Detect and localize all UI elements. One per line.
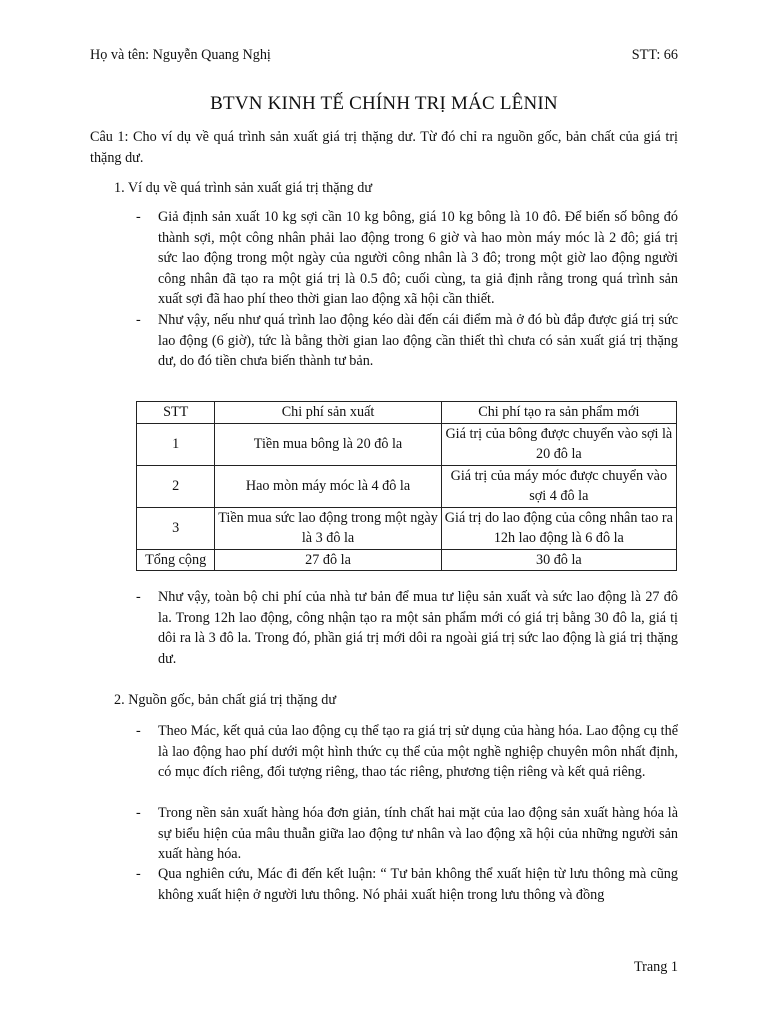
bullet-dash: - [136,589,141,605]
bullet-item [136,587,678,669]
bullet-item [136,864,678,905]
table-header-cell: STT [137,402,215,424]
table-row [137,507,677,549]
table-header-cell: Chi phí sản xuất [215,402,441,424]
table-cell: 1 [137,423,215,465]
table-cell: Tiền mua sức lao động trong một ngày là 3 đô la [215,507,441,549]
section-2-heading: 2. Nguồn gốc, bản chất giá trị thặng dư [114,692,337,708]
bullet-dash: - [136,866,141,882]
table-cell: Giá trị của bông được chuyển vào sợi là 20 đô la [441,423,676,465]
bullet-text: Qua nghiên cứu, Mác đi đến kết luận: “ Tư bản không thể xuất hiện từ lưu thông mà cũng không xuất hiện ở người lưu thông. Nó phải xuất hiện trong lưu thông và đồng [158,866,678,903]
table-cell: 30 đô la [441,549,676,571]
table-cell: Tổng cộng [137,549,215,571]
table-cell: Giá trị của máy móc được chuyển vào sợi 4 đô la [441,465,676,507]
student-number: STT: 66 [631,47,678,63]
cost-table [136,401,677,571]
table-header-cell: Chi phí tạo ra sản phẩm mới [441,402,676,424]
bullet-dash: - [136,805,141,821]
student-name: Họ và tên: Nguyễn Quang Nghị [90,47,271,63]
bullet-item [136,207,678,310]
bullet-item [136,721,678,783]
table-cell: Hao mòn máy móc là 4 đô la [215,465,441,507]
table-header-row [137,402,677,424]
bullet-text: Theo Mác, kết quả của lao động cụ thể tạo ra giá trị sử dụng của hàng hóa. Lao động cụ thể là lao động hao phí dưới một hình thức cụ thể của một nghề nghiệp chuyên môn nhất định, có mục đích riêng, đối tượng riêng, thao tác riêng, phương tiện riêng và kết quả riêng. [158,723,678,780]
section-1-heading: 1. Ví dụ về quá trình sản xuất giá trị thặng dư [114,180,373,196]
bullet-text: Trong nền sản xuất hàng hóa đơn giản, tính chất hai mặt của lao động sản xuất hàng hóa là sự biểu hiện của mâu thuẫn giữa lao động tư nhân và lao động xã hội của những người sản xuất hàng hóa. [158,805,678,862]
table-total-row [137,549,677,571]
bullet-dash: - [136,209,141,225]
question-text: Câu 1: Cho ví dụ về quá trình sản xuất giá trị thặng dư. Từ đó chỉ ra nguồn gốc, bản chất của giá trị thặng dư. [90,129,678,166]
bullet-text: Giả định sản xuất 10 kg sợi cần 10 kg bông, giá 10 kg bông là 10 đô. Để biến số bông đó thành sợi, một công nhân phải lao động trong 6 giờ và hao mòn máy móc là 2 đô; giá trị sức lao động trong một ngày của người công nhân là 3 đô; trong một giờ lao động người công nhân đã tạo ra một giá trị là 0.5 đô; cuối cùng, ta giả định rằng trong quá trình sản xuất sợi đã hao phí theo thời gian lao động xã hội cần thiết. [158,209,678,307]
page-header [90,47,678,64]
page-number: Trang 1 [633,959,678,975]
bullet-dash: - [136,312,141,328]
document-title: BTVN KINH TẾ CHÍNH TRỊ MÁC LÊNIN [210,93,558,114]
bullet-dash: - [136,723,141,739]
bullet-text: Như vậy, toàn bộ chi phí của nhà tư bản để mua tư liệu sản xuất và sức lao động là 27 đô la. Trong 12h lao động, công nhận tạo ra một sản phẩm mới có giá trị bằng 30 đô la, giá tị dôi ra là 3 đô la. Trong đó, phần giá trị mới dôi ra ngoài giá trị sức lao động là giá trị thặng dư. [158,589,678,667]
table-cell: Tiền mua bông là 20 đô la [215,423,441,465]
bullet-text: Như vậy, nếu như quá trình lao động kéo dài đến cái điểm mà ở đó bù đắp được giá trị sức lao động (6 giờ), tức là bằng thời gian lao động cần thiết thì chưa có sản xuất giá trị thặng dư, do đó tiền chưa biến thành tư bản. [158,312,678,369]
table-cell: 3 [137,507,215,549]
table-row [137,423,677,465]
bullet-item [136,803,678,865]
table-cell: 27 đô la [215,549,441,571]
table-cell: 2 [137,465,215,507]
table-row [137,465,677,507]
bullet-item [136,310,678,372]
table-cell: Giá trị do lao động của công nhân tao ra 12h lao động là 6 đô la [441,507,676,549]
